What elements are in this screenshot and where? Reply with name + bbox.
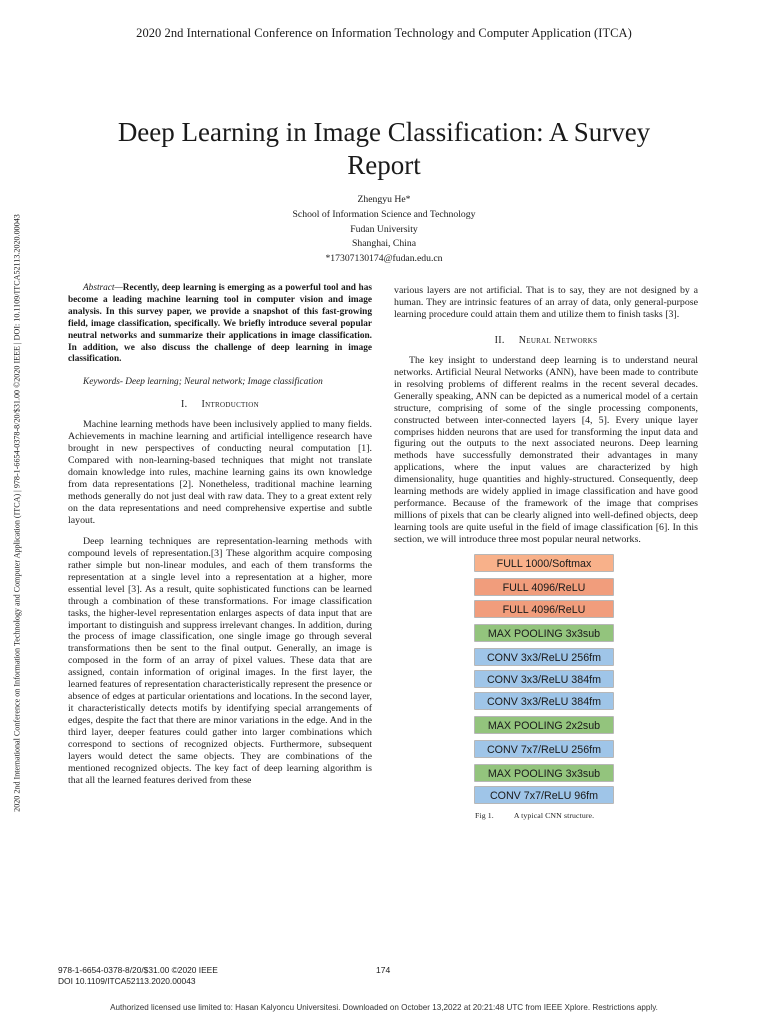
author-university: Fudan University xyxy=(350,223,418,235)
side-metadata-strip xyxy=(10,130,24,896)
section-number: II. xyxy=(494,334,505,346)
abstract xyxy=(68,283,372,366)
figure-number: Fig 1. xyxy=(475,811,494,821)
cnn-layer-box: CONV 3x3/ReLU 384fm xyxy=(474,692,614,710)
abstract-label: Abstract— xyxy=(83,283,123,293)
cnn-layer-box: MAX POOLING 3x3sub xyxy=(474,624,614,642)
cnn-layer-box: FULL 1000/Softmax xyxy=(474,554,614,572)
continued-paragraph: various layers are not artificial. That is to say, they are not designed by a human. They are intrinsic features of an array of data, only general-purpose learning procedure could attain them and utilize them to finish tasks [3]. xyxy=(394,285,698,320)
cnn-layer-box: CONV 7x7/ReLU 256fm xyxy=(474,740,614,758)
author-email: *17307130174@fudan.edu.cn xyxy=(325,253,443,265)
cnn-layer-box: CONV 3x3/ReLU 384fm xyxy=(474,670,614,688)
cnn-layer-box: MAX POOLING 2x2sub xyxy=(474,716,614,734)
conference-header: 2020 2nd International Conference on Information Technology and Computer Application (ITCA) xyxy=(136,26,632,40)
cnn-structure-figure xyxy=(394,554,698,822)
author-block xyxy=(184,193,584,267)
page-number: 174 xyxy=(376,965,391,975)
cnn-layer-box: FULL 4096/ReLU xyxy=(474,578,614,596)
footer-isbn: 978-1-6654-0378-8/20/$31.00 ©2020 IEEE xyxy=(58,965,218,975)
author-city: Shanghai, China xyxy=(351,238,417,250)
right-column xyxy=(394,285,698,822)
figure-caption xyxy=(394,810,698,822)
footer-doi: DOI 10.1109/ITCA52113.2020.00043 xyxy=(58,975,196,986)
section-heading-neural-networks xyxy=(394,335,698,347)
page-footer xyxy=(58,965,218,986)
section-number: I. xyxy=(181,399,188,411)
intro-paragraph-1: Machine learning methods have been inclusively applied to many fields. Achievements in machine learning and artificial intelligence research have brought in new perspectives of conducting neural computation [1]. Compared with non-learning-based techniques that might not translate domain knowledge into rules, machine learning gains its own knowledge from data representations [2]. Nonetheless, traditional machine learning methods generally do not just deal with raw data. They to a great extent rely on the data representations and need comprehensive expertise and subtle layout. xyxy=(68,419,372,526)
intro-paragraph-2: Deep learning techniques are representation-learning methods with compound levels of representation.[3] These algorithm acquire composing rather simple but non-linear modules, and each of them transforms the representation at a single level into a representation at a higher, more essential level [3]. As a result, quite sophisticated functions can be learned through a combination of these transformations. For image classification tasks, the higher-level representation enlarges aspects of data input that are important to distinguish and suppress irrelevant changes. In addition, during the process of image classification, one single image go through several transformations then be sent to the final output. Generally, an image is composed in the form of an array of pixel values. These data that are assigned, contain information of original images. In the first layer, the learned features of representation characteristically represent the presence or absence of edges at particular orientations and locations. In the second layer, it characteristically detects motifs by identifying special arrangements of edges, despite the fact that there are minor variations in the edge. And in the third layer, deeper features could gather into larger combinations which correspond to sections of recognized objects. Furthermore, subsequent layers would detect the same objects. They are combinations of the mentioned recognized objects. The key fact of deep learning algorithm is that all the learned features derived from these xyxy=(68,535,372,786)
neural-paragraph-1: The key insight to understand deep learning is to understand neural networks. Artificial Neural Networks (ANN), have been made to contribute in resolving problems of different realms in the recent several decades. Generally speaking, ANN can be depicted as a numerical model of a certain structure, comprising of some of the single processing components, constructed between inter-connected layers [4, 5]. Every unique layer comprises hidden neurons that are used for transforming the input data and figuring out the outputs to the next associated neurons. Deep learning methods have successfully demonstrated their advantages in many applications, where the input values are characterized by high dimensionality, huge quantities and highly-structured. Consequently, deep learning methods are widely applied in image classification and have good performance. Because of the framework of the image that comprises millions of pixels that can be clearly aligned into well-defined objects, deep learning tools are quite useful in the field of image classification [6]. In this section, we will introduce three most popular neural networks. xyxy=(394,354,698,546)
cnn-layer-box: MAX POOLING 3x3sub xyxy=(474,764,614,782)
cnn-layer-box: CONV 3x3/ReLU 256fm xyxy=(474,648,614,666)
keywords: Keywords- Deep learning; Neural network; Image classification xyxy=(83,377,323,388)
cnn-layer-box: FULL 4096/ReLU xyxy=(474,600,614,618)
section-title: Introduction xyxy=(201,399,259,411)
figure-caption-text: A typical CNN structure. xyxy=(513,811,595,821)
section-title: Neural Networks xyxy=(518,334,598,346)
left-column xyxy=(68,283,372,787)
author-school: School of Information Science and Technology xyxy=(292,208,476,220)
license-notice: Authorized licensed use limited to: Hasan Kalyoncu Universitesi. Downloaded on October 13,2022 at 20:21:48 UTC from IEEE Xplore. Restrictions apply. xyxy=(110,1003,658,1012)
section-heading-introduction xyxy=(68,399,372,411)
cnn-layer-stack xyxy=(394,554,698,804)
abstract-text: Recently, deep learning is emerging as a powerful tool and has become a leading machine learning tool in computer vision and image analysis. In this survey paper, we provide a snapshot of this fast-growing field, image classification, specifically. We briefly introduce several popular neutral networks and summarize their applications in image classification. In addition, we also discuss the challenge of deep learning in image classification. xyxy=(68,283,372,365)
cnn-layer-box: CONV 7x7/ReLU 96fm xyxy=(474,786,614,804)
author-name: Zhengyu He* xyxy=(357,194,411,205)
paper-title: Deep Learning in Image Classification: A Survey Report xyxy=(117,117,651,180)
side-metadata-text: 2020 2nd International Conference on Information Technology and Computer Application (ITCA) | 978-1-6654-0378-8/20/$31.00 ©2020 IEEE | DOI: 10.1109/ITCA52113.2020.00043 xyxy=(12,214,22,812)
